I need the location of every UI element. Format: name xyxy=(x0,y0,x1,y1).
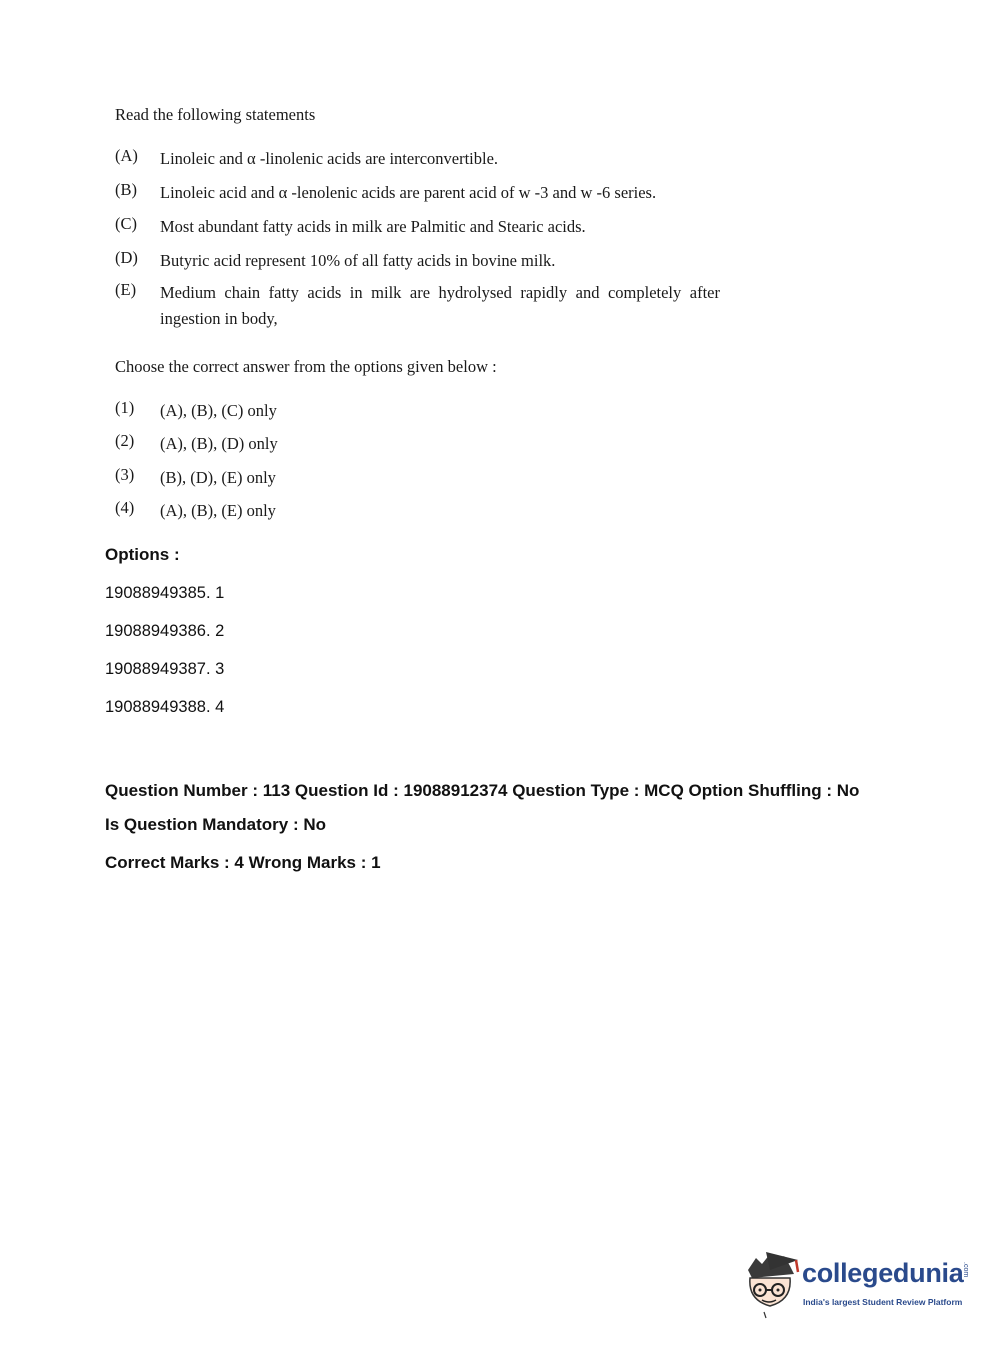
question-mandatory-line: Is Question Mandatory : No xyxy=(105,815,327,834)
option-item: 19088949387. 3 xyxy=(105,660,225,678)
statement-label: (C) xyxy=(115,214,137,233)
choice-label: (4) xyxy=(115,498,135,517)
options-title: Options : xyxy=(105,545,180,564)
logo-suffix: .com xyxy=(962,1262,969,1278)
question-meta-line: Question Number : 113 Question Id : 19088912374 Question Type : MCQ Option Shuffling : No xyxy=(105,781,860,800)
choice-label: (2) xyxy=(115,431,135,450)
logo-brand-text: collegedunia xyxy=(802,1258,964,1288)
statement-label: (B) xyxy=(115,180,137,199)
option-item: 19088949388. 4 xyxy=(105,698,225,716)
statement-label: (E) xyxy=(115,280,137,299)
marks-line: Correct Marks : 4 Wrong Marks : 1 xyxy=(105,853,381,872)
statement-text: Butyric acid represent 10% of all fatty acids in bovine milk. xyxy=(160,251,556,270)
collegedunia-logo xyxy=(740,1248,980,1320)
choice-label: (3) xyxy=(115,465,135,484)
option-item: 19088949385. 1 xyxy=(105,584,225,602)
mascot-face-icon xyxy=(740,1248,802,1320)
choose-instruction: Choose the correct answer from the options given below : xyxy=(115,357,497,376)
statement-text: Most abundant fatty acids in milk are Palmitic and Stearic acids. xyxy=(160,217,586,236)
statement-text: Linoleic and α -linolenic acids are interconvertible. xyxy=(160,149,499,168)
choice-text: (A), (B), (C) only xyxy=(160,401,277,420)
statement-label: (D) xyxy=(115,248,138,267)
option-item: 19088949386. 2 xyxy=(105,622,225,640)
choice-text: (B), (D), (E) only xyxy=(160,468,276,487)
choice-text: (A), (B), (E) only xyxy=(160,501,276,520)
statement-label: (A) xyxy=(115,146,138,165)
statement-text: Linoleic acid and α -lenolenic acids are parent acid of w -3 and w -6 series. xyxy=(160,183,657,202)
question-intro: Read the following statements xyxy=(115,105,316,124)
logo-tagline: India's largest Student Review Platform xyxy=(803,1297,963,1307)
choice-text: (A), (B), (D) only xyxy=(160,434,278,453)
statement-text: Medium chain fatty acids in milk are hydrolysed rapidly and completely after ingestion in body, xyxy=(160,283,720,328)
choice-label: (1) xyxy=(115,398,135,417)
